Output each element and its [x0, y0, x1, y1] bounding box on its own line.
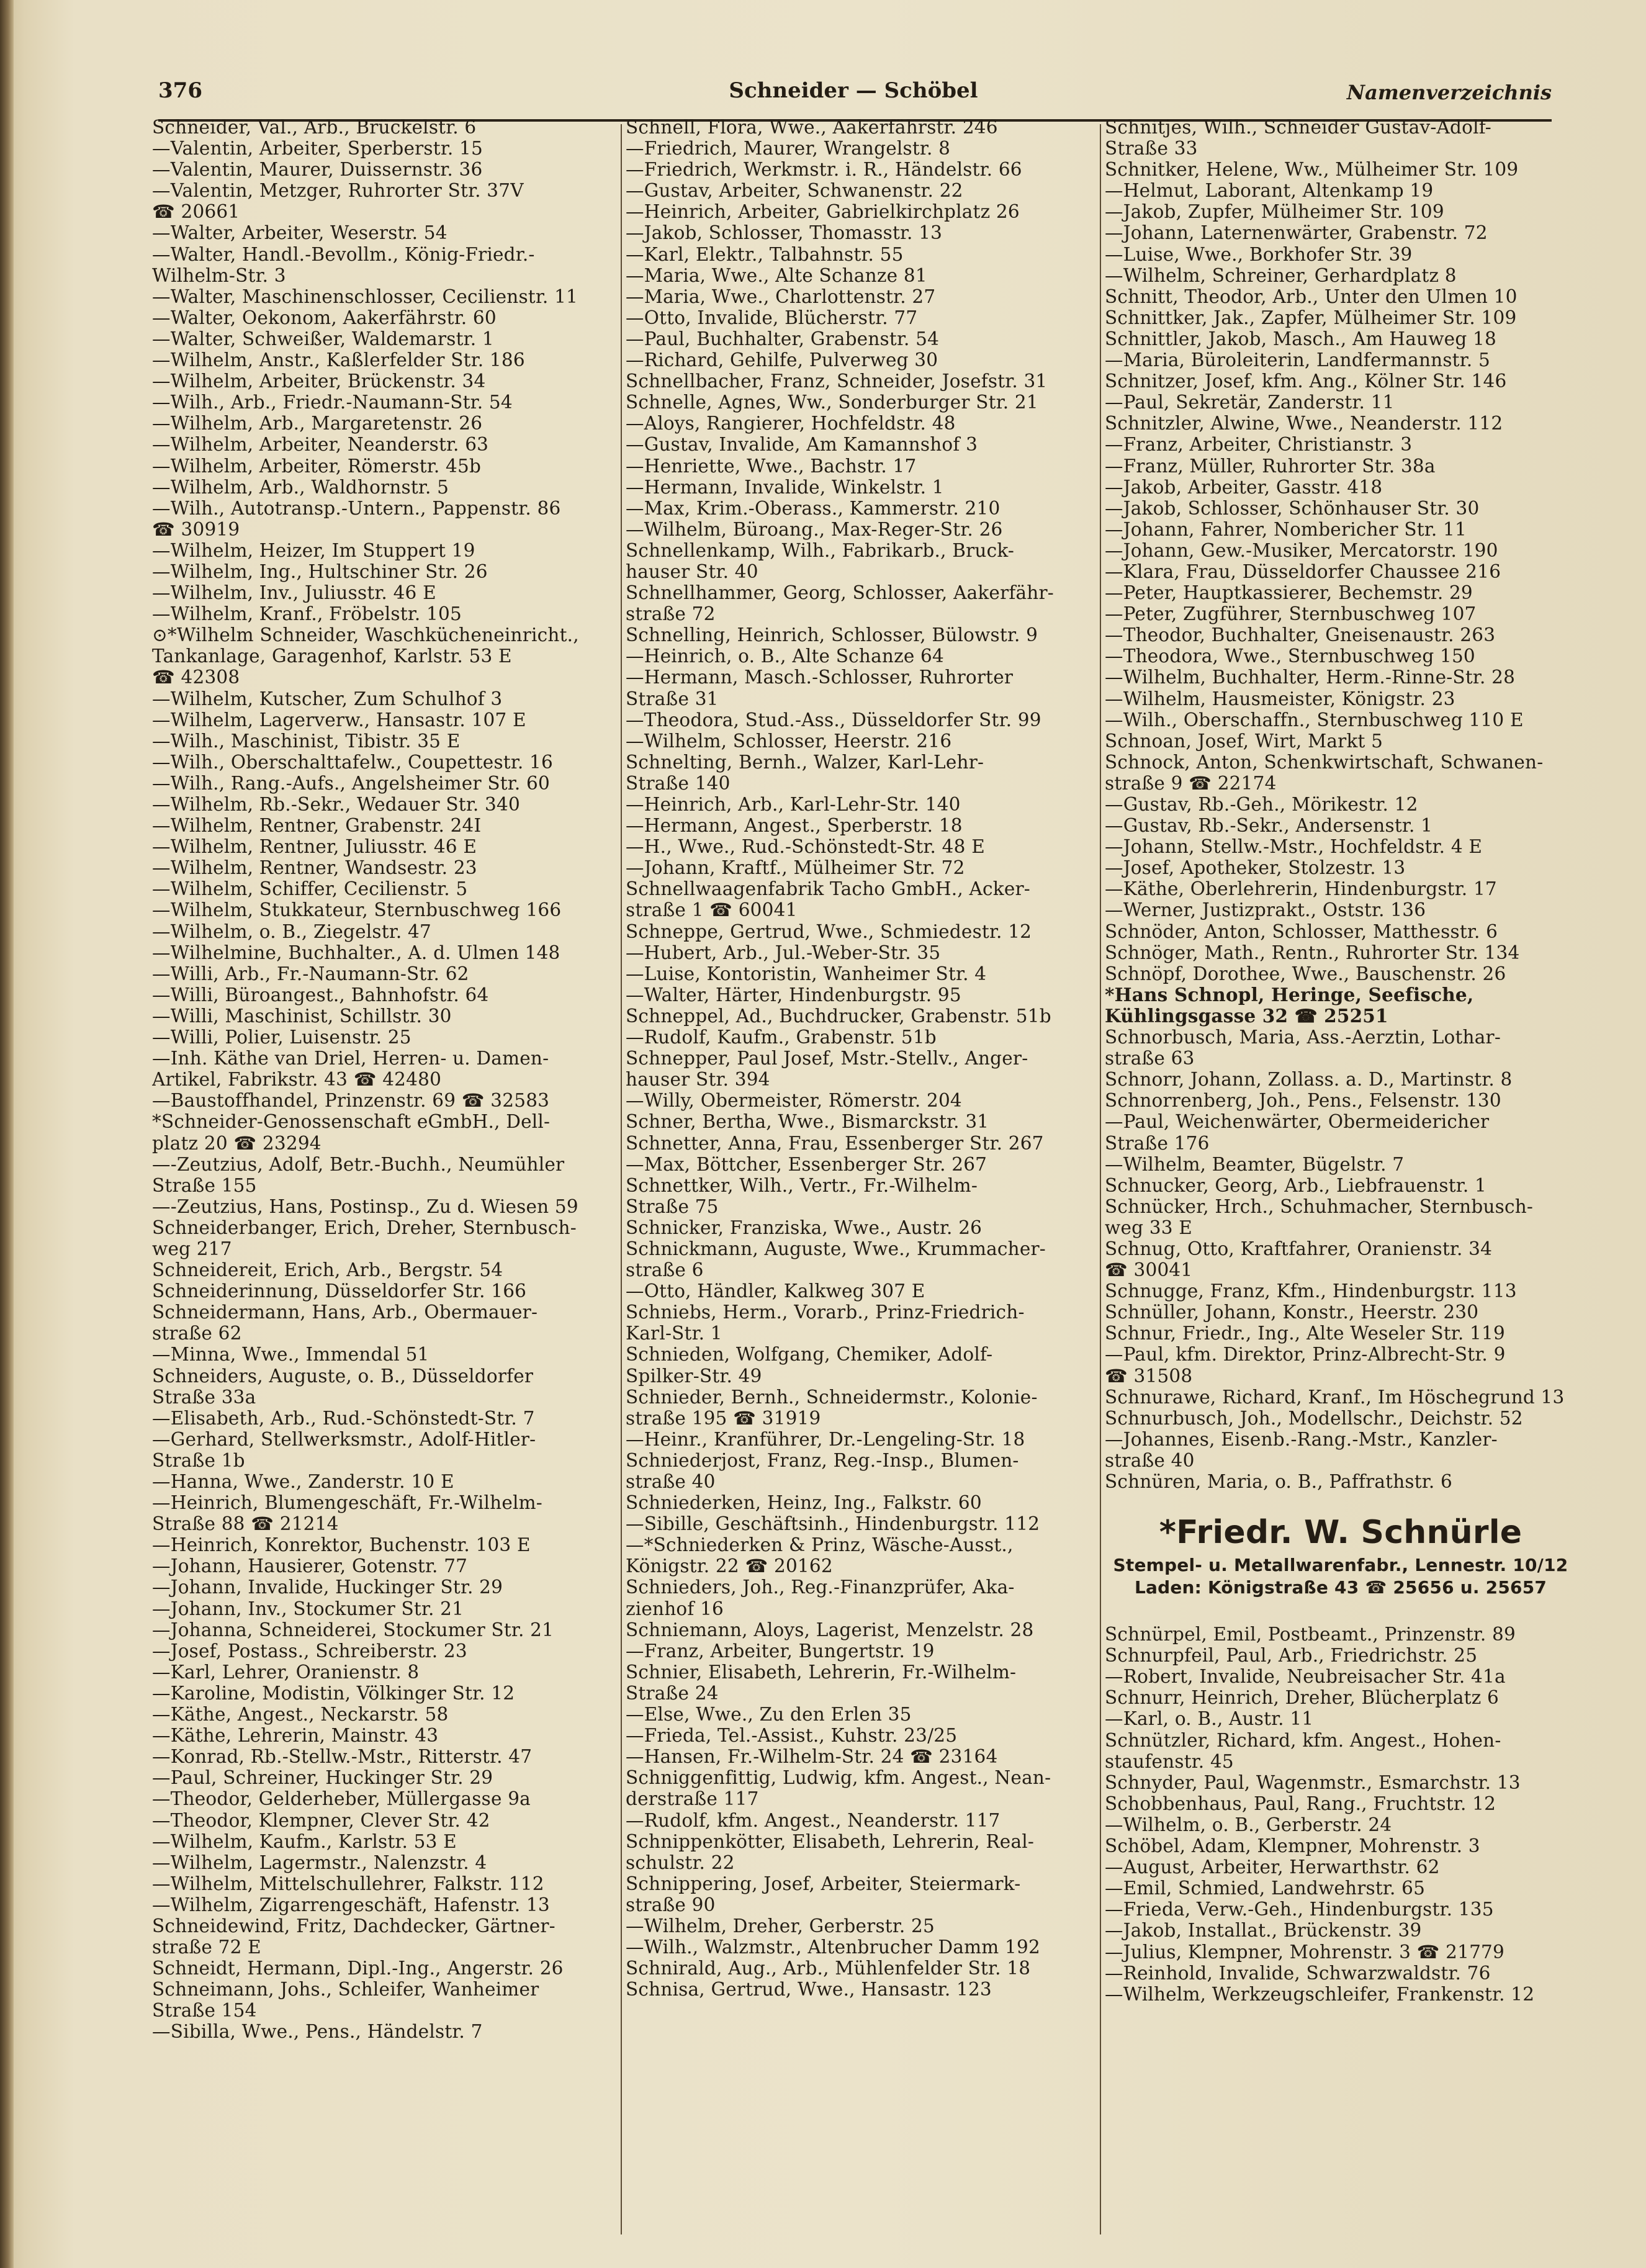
- directory-entry-line: —Wilhelm, Anstr., Kaßlerfelder Str. 186: [152, 349, 525, 371]
- directory-entry-line: —Max, Böttcher, Essenberger Str. 267: [626, 1153, 987, 1175]
- directory-entry-line: —Wilhelm, Arbeiter, Neanderstr. 63: [152, 434, 489, 456]
- directory-entry-line: straße 195 ☎ 31919: [626, 1407, 821, 1429]
- directory-entry-line: —Walter, Oekonom, Aakerfährstr. 60: [152, 307, 497, 328]
- directory-entry-line: —Wilhelm, Ing., Hultschiner Str. 26: [152, 560, 488, 582]
- directory-entry-line: straße 90: [626, 1894, 716, 1915]
- directory-entry-line: schulstr. 22: [626, 1852, 735, 1873]
- directory-entry-line: Straße 88 ☎ 21214: [152, 1513, 339, 1535]
- directory-entry-line: Straße 155: [152, 1174, 257, 1196]
- directory-entry-line: —Wilhelm, Schreiner, Gerhardplatz 8: [1105, 264, 1457, 286]
- directory-entry-line: —Wilhelm, Arbeiter, Römerstr. 45b: [152, 455, 482, 477]
- directory-entry-line: *Schneider-Genossenschaft eGmbH., Dell-: [152, 1111, 551, 1133]
- directory-entry-line: Kühlingsgasse 32 ☎ 25251: [1105, 1004, 1388, 1027]
- directory-entry-line: Schnitjes, Wilh., Schneider Gustav-Adolf-: [1105, 117, 1491, 138]
- directory-entry-line: —Wilh., Autotransp.-Untern., Pappenstr. 86: [152, 497, 561, 519]
- directory-entry-line: Schnöpf, Dorothee, Wwe., Bauschenstr. 26: [1105, 963, 1506, 984]
- directory-entry-line: Schnorrenberg, Joh., Pens., Felsenstr. 130: [1105, 1090, 1501, 1112]
- directory-entry-line: Straße 176: [1105, 1132, 1210, 1154]
- directory-entry-line: zienhof 16: [626, 1598, 724, 1619]
- directory-entry-line: —Hermann, Invalide, Winkelstr. 1: [626, 476, 944, 498]
- directory-entry-line: —Wilhelm, Hausmeister, Königstr. 23: [1105, 688, 1455, 709]
- directory-entry-line: —Hansen, Fr.-Wilhelm-Str. 24 ☎ 23164: [626, 1746, 998, 1768]
- directory-entry-line: —Gerhard, Stellwerksmstr., Adolf-Hitler-: [152, 1428, 536, 1450]
- directory-entry-line: —Johann, Gew.-Musiker, Mercatorstr. 190: [1105, 539, 1498, 561]
- directory-entry-line: —Hermann, Angest., Sperberstr. 18: [626, 815, 963, 837]
- directory-entry-line: platz 20 ☎ 23294: [152, 1132, 322, 1154]
- directory-entry-line: Schneiders, Auguste, o. B., Düsseldorfer: [152, 1365, 534, 1387]
- directory-entry-line: —Franz, Arbeiter, Bungertstr. 19: [626, 1640, 935, 1662]
- directory-entry-line: weg 33 E: [1105, 1217, 1193, 1238]
- directory-entry-line: —Elisabeth, Arb., Rud.-Schönstedt-Str. 7: [152, 1407, 535, 1429]
- directory-entry-line: Schnitt, Theodor, Arb., Unter den Ulmen 10: [1105, 286, 1518, 307]
- book-spine-edge: [0, 0, 14, 2268]
- directory-entry-line: —Henriette, Wwe., Bachstr. 17: [626, 455, 917, 477]
- directory-entry-line: Schnelting, Bernh., Walzer, Karl-Lehr-: [626, 751, 984, 773]
- directory-entry-line: —Helmut, Laborant, Altenkamp 19: [1105, 180, 1434, 202]
- directory-entry-line: —Käthe, Angest., Neckarstr. 58: [152, 1704, 449, 1726]
- directory-entry-line: —Robert, Invalide, Neubreisacher Str. 41a: [1105, 1666, 1506, 1688]
- directory-entry-line: —Luise, Wwe., Borkhofer Str. 39: [1105, 243, 1413, 265]
- directory-entry-line: —Aloys, Rangierer, Hochfeldstr. 48: [626, 413, 956, 434]
- directory-entry-line: Schnur, Friedr., Ing., Alte Weseler Str. 119: [1105, 1323, 1505, 1344]
- directory-entry-line: Schnelling, Heinrich, Schlosser, Bülowstr. 9: [626, 624, 1038, 646]
- directory-entry-line: Schnorr, Johann, Zollass. a. D., Martinstr. 8: [1105, 1069, 1513, 1091]
- directory-entry-line: straße 72: [626, 603, 716, 625]
- directory-entry-line: —Hanna, Wwe., Zanderstr. 10 E: [152, 1471, 454, 1492]
- directory-entry-line: straße 62: [152, 1323, 242, 1344]
- directory-entry-line: —Wilhelm, Rentner, Wandsestr. 23: [152, 857, 477, 879]
- directory-entry-line: Schöbel, Adam, Klempner, Mohrenstr. 3: [1105, 1835, 1480, 1857]
- directory-entry-line: Schnepper, Paul Josef, Mstr.-Stellv., Anger-: [626, 1048, 1028, 1069]
- directory-entry-line: straße 1 ☎ 60041: [626, 899, 798, 921]
- directory-entry-line: Schnöger, Math., Rentn., Ruhrorter Str. 134: [1105, 942, 1520, 963]
- directory-entry-line: Schniederken, Heinz, Ing., Falkstr. 60: [626, 1492, 982, 1514]
- directory-entry-line: —Wilhelm, o. B., Ziegelstr. 47: [152, 920, 431, 942]
- directory-entry-line: —Maria, Büroleiterin, Landfermannstr. 5: [1105, 349, 1490, 371]
- column-3-entries-top: [1105, 117, 1576, 1492]
- directory-entry-line: Schneiderinnung, Düsseldorfer Str. 166: [152, 1280, 527, 1302]
- directory-entry-line: —Jakob, Installat., Brückenstr. 39: [1105, 1920, 1422, 1942]
- directory-entry-line: Schnitker, Helene, Ww., Mülheimer Str. 109: [1105, 159, 1519, 181]
- directory-entry-line: Schnücker, Hrch., Schuhmacher, Sternbusch-: [1105, 1195, 1534, 1217]
- directory-entry-line: —Paul, kfm. Direktor, Prinz-Albrecht-Str. 9: [1105, 1344, 1506, 1366]
- directory-entry-line: hauser Str. 394: [626, 1069, 770, 1091]
- directory-entry-line: Schneidt, Hermann, Dipl.-Ing., Angerstr. 26: [152, 1958, 564, 1979]
- directory-entry-line: Schner, Bertha, Wwe., Bismarckstr. 31: [626, 1111, 989, 1133]
- directory-entry-line: —Willi, Büroangest., Bahnhofstr. 64: [152, 984, 489, 1006]
- directory-entry-line: —Johann, Invalide, Huckinger Str. 29: [152, 1577, 503, 1598]
- directory-entry-line: weg 217: [152, 1238, 232, 1259]
- column-divider: [1100, 124, 1101, 2234]
- directory-entry-line: —Otto, Invalide, Blücherstr. 77: [626, 307, 918, 328]
- directory-entry-line: —Wilhelm, Lagermstr., Nalenzstr. 4: [152, 1852, 487, 1873]
- directory-entry-line: —Reinhold, Invalide, Schwarzwaldstr. 76: [1105, 1962, 1491, 1984]
- directory-entry-line: Schnisa, Gertrud, Wwe., Hansastr. 123: [626, 1979, 992, 2000]
- column-3-entries-bottom: [1105, 1624, 1576, 2005]
- directory-entry-line: —Jakob, Schlosser, Schönhauser Str. 30: [1105, 497, 1480, 519]
- directory-entry-line: Schnurbusch, Joh., Modellschr., Deichstr. 52: [1105, 1407, 1523, 1429]
- directory-entry-line: —Wilh., Rang.-Aufs., Angelsheimer Str. 60: [152, 772, 550, 794]
- directory-entry-line: —Wilhelm, Arb., Margaretenstr. 26: [152, 413, 483, 434]
- directory-entry-line: —Maria, Wwe., Alte Schanze 81: [626, 264, 927, 286]
- directory-entry-line: —Wilhelm, Lagerverw., Hansastr. 107 E: [152, 709, 526, 731]
- directory-entry-line: —Walter, Maschinenschlosser, Cecilienstr. 11: [152, 286, 578, 307]
- directory-entry-line: —Frieda, Verw.-Geh., Hindenburgstr. 135: [1105, 1899, 1494, 1920]
- directory-entry-line: *Hans Schnopl, Heringe, Seefische,: [1105, 983, 1474, 1006]
- directory-entry-line: —Johannes, Eisenb.-Rang.-Mstr., Kanzler-: [1105, 1428, 1498, 1450]
- directory-entry-line: ☎ 30919: [152, 518, 240, 540]
- directory-entry-line: ☎ 30041: [1105, 1259, 1193, 1281]
- directory-entry-line: —Johann, Inv., Stockumer Str. 21: [152, 1598, 464, 1619]
- directory-entry-line: ☎ 42308: [152, 667, 240, 688]
- directory-entry-line: —Wilhelm, Mittelschullehrer, Falkstr. 112: [152, 1873, 544, 1894]
- directory-entry-line: —Gustav, Rb.-Geh., Mörikestr. 12: [1105, 794, 1418, 815]
- directory-entry-line: —Wilhelm, Kaufm., Karlstr. 53 E: [152, 1830, 457, 1852]
- ad-line: Stempel- u. Metallwarenfabr., Lennestr. 10/12: [1113, 1555, 1568, 1576]
- directory-entry-line: —Käthe, Oberlehrerin, Hindenburgstr. 17: [1105, 878, 1497, 900]
- directory-entry-line: —Wilh., Arb., Friedr.-Naumann-Str. 54: [152, 392, 513, 413]
- directory-entry-line: Schnirald, Aug., Arb., Mühlenfelder Str. 18: [626, 1958, 1031, 1979]
- directory-entry-line: —Johann, Fahrer, Nombericher Str. 11: [1105, 518, 1467, 540]
- directory-entry-line: —Frieda, Tel.-Assist., Kuhstr. 23/25: [626, 1725, 958, 1747]
- directory-entry-line: —Sibilla, Wwe., Pens., Händelstr. 7: [152, 2021, 483, 2043]
- directory-entry-line: —Wilhelm, Rb.-Sekr., Wedauer Str. 340: [152, 794, 520, 815]
- directory-entry-line: —Theodora, Wwe., Sternbuschweg 150: [1105, 646, 1475, 667]
- directory-entry-line: Schneiderbanger, Erich, Dreher, Sternbusch-: [152, 1217, 577, 1238]
- directory-entry-line: —Paul, Weichenwärter, Obermeidericher: [1105, 1111, 1490, 1133]
- directory-entry-line: —Hubert, Arb., Jul.-Weber-Str. 35: [626, 942, 941, 963]
- directory-entry-line: Schnyder, Paul, Wagenmstr., Esmarchstr. 13: [1105, 1771, 1521, 1793]
- directory-entry-line: —Heinrich, Konrektor, Buchenstr. 103 E: [152, 1534, 531, 1556]
- directory-entry-line: Schnitzer, Josef, kfm. Ang., Kölner Str. 146: [1105, 371, 1507, 392]
- directory-entry-line: Straße 31: [626, 688, 719, 709]
- directory-entry-line: —Franz, Arbeiter, Christianstr. 3: [1105, 434, 1413, 456]
- directory-entry-line: Schnock, Anton, Schenkwirtschaft, Schwanen-: [1105, 751, 1544, 773]
- directory-entry-line: —Valentin, Maurer, Duissernstr. 36: [152, 159, 483, 181]
- directory-entry-line: Schniemann, Aloys, Lagerist, Menzelstr. 28: [626, 1619, 1034, 1640]
- directory-entry-line: Schnellenkamp, Wilh., Fabrikarb., Bruck-: [626, 539, 1015, 561]
- directory-entry-line: —Wilhelm, Werkzeugschleifer, Frankenstr. 12: [1105, 1983, 1535, 2005]
- directory-entry-line: —Werner, Justizprakt., Oststr. 136: [1105, 899, 1426, 921]
- directory-entry-line: Schniggenfittig, Ludwig, kfm. Angest., Nean-: [626, 1767, 1051, 1789]
- advertisement-schnuerle: [1105, 1511, 1576, 1599]
- directory-entry-line: —Paul, Buchhalter, Grabenstr. 54: [626, 328, 940, 349]
- directory-entry-line: —Gustav, Arbeiter, Schwanenstr. 22: [626, 180, 963, 202]
- directory-entry-line: —Theodor, Klempner, Clever Str. 42: [152, 1809, 490, 1831]
- directory-entry-line: hauser Str. 40: [626, 560, 758, 582]
- directory-entry-line: —Wilhelm, Inv., Juliusstr. 46 E: [152, 582, 436, 604]
- directory-entry-line: Straße 33: [1105, 138, 1198, 160]
- directory-entry-line: —Peter, Hauptkassierer, Bechemstr. 29: [1105, 582, 1473, 604]
- page-number: 376: [158, 78, 202, 103]
- directory-entry-line: —Johann, Hausierer, Gotenstr. 77: [152, 1555, 468, 1577]
- directory-entry-line: —Käthe, Lehrerin, Mainstr. 43: [152, 1725, 439, 1747]
- directory-entry-line: Schnittler, Jakob, Masch., Am Hauweg 18: [1105, 328, 1496, 349]
- directory-entry-line: —Johann, Kraftf., Mülheimer Str. 72: [626, 857, 965, 879]
- directory-entry-line: Schnucker, Georg, Arb., Liebfrauenstr. 1: [1105, 1174, 1486, 1196]
- directory-entry-line: —Hermann, Masch.-Schlosser, Ruhrorter: [626, 667, 1014, 688]
- directory-entry-line: —Klara, Frau, Düsseldorfer Chaussee 216: [1105, 560, 1501, 582]
- directory-entry-line: Schnell, Flora, Wwe., Aakerfährstr. 246: [626, 117, 998, 138]
- directory-entry-line: Schnorbusch, Maria, Ass.-Aerztin, Lothar-: [1105, 1027, 1501, 1048]
- directory-entry-line: Schneider, Val., Arb., Brückelstr. 6: [152, 117, 477, 138]
- directory-entry-line: —Peter, Zugführer, Sternbuschweg 107: [1105, 603, 1477, 625]
- directory-entry-line: Schnurr, Heinrich, Dreher, Blücherplatz 6: [1105, 1687, 1500, 1709]
- directory-entry-line: Schnieder, Bernh., Schneidermstr., Kolonie-: [626, 1386, 1038, 1408]
- directory-entry-line: —Rudolf, kfm. Angest., Neanderstr. 117: [626, 1809, 1001, 1831]
- page-header: [158, 73, 1552, 122]
- directory-entry-line: —Otto, Händler, Kalkweg 307 E: [626, 1280, 925, 1302]
- directory-entry-line: —Maria, Wwe., Charlottenstr. 27: [626, 286, 936, 307]
- directory-entry-line: —Wilh., Oberschalttafelw., Coupettestr. 16: [152, 751, 553, 773]
- directory-entry-line: Schniederjost, Franz, Reg.-Insp., Blumen-: [626, 1449, 1019, 1471]
- directory-entry-line: —Konrad, Rb.-Stellw.-Mstr., Ritterstr. 47: [152, 1746, 533, 1768]
- directory-entry-line: —Theodor, Gelderheber, Müllergasse 9a: [152, 1788, 531, 1810]
- running-head: Schneider — Schöbel: [729, 78, 978, 103]
- directory-entry-line: —Walter, Schweißer, Waldemarstr. 1: [152, 328, 494, 349]
- directory-entry-line: —Wilhelm, Stukkateur, Sternbuschweg 166: [152, 899, 562, 921]
- directory-entry-line: —Heinrich, Arbeiter, Gabrielkirchplatz 26: [626, 201, 1020, 223]
- directory-entry-line: Schnetter, Anna, Frau, Essenberger Str. 267: [626, 1132, 1044, 1154]
- directory-entry-line: Schnettker, Wilh., Vertr., Fr.-Wilhelm-: [626, 1174, 978, 1196]
- directory-entry-line: Straße 1b: [152, 1449, 245, 1471]
- directory-entry-line: —Walter, Arbeiter, Weserstr. 54: [152, 222, 447, 244]
- directory-entry-line: Schneidereit, Erich, Arb., Bergstr. 54: [152, 1259, 503, 1281]
- directory-entry-line: —Gustav, Rb.-Sekr., Andersenstr. 1: [1105, 815, 1433, 837]
- directory-entry-line: —Johann, Stellw.-Mstr., Hochfeldstr. 4 E: [1105, 836, 1483, 858]
- directory-entry-line: Schnier, Elisabeth, Lehrerin, Fr.-Wilhelm-: [626, 1661, 1017, 1683]
- directory-entry-line: Schnellbacher, Franz, Schneider, Josefstr. 31: [626, 371, 1048, 392]
- directory-entry-line: —Paul, Schreiner, Huckinger Str. 29: [152, 1767, 493, 1789]
- directory-entry-line: —Else, Wwe., Zu den Erlen 35: [626, 1704, 912, 1726]
- directory-entry-line: —Sibille, Geschäftsinh., Hindenburgstr. 112: [626, 1513, 1040, 1535]
- directory-entry-line: —Julius, Klempner, Mohrenstr. 3 ☎ 21779: [1105, 1941, 1504, 1963]
- directory-entry-line: derstraße 117: [626, 1788, 759, 1810]
- directory-entry-line: —Theodor, Buchhalter, Gneisenaustr. 263: [1105, 624, 1496, 646]
- directory-entry-line: Schnickmann, Auguste, Wwe., Krummacher-: [626, 1238, 1046, 1259]
- directory-entry-line: Schneidewind, Fritz, Dachdecker, Gärtner-: [152, 1915, 555, 1937]
- directory-entry-line: —Wilhelm, Kranf., Fröbelstr. 105: [152, 603, 462, 625]
- directory-entry-line: Schnöder, Anton, Schlosser, Matthesstr. 6: [1105, 920, 1498, 942]
- directory-entry-line: —Willi, Arb., Fr.-Naumann-Str. 62: [152, 963, 469, 984]
- directory-entry-line: —Jakob, Zupfer, Mülheimer Str. 109: [1105, 201, 1444, 223]
- directory-entry-line: —Baustoffhandel, Prinzenstr. 69 ☎ 32583: [152, 1090, 550, 1112]
- directory-entry-line: —Friedrich, Werkmstr. i. R., Händelstr. 66: [626, 159, 1022, 181]
- directory-entry-line: —Karl, Lehrer, Oranienstr. 8: [152, 1661, 420, 1683]
- directory-entry-line: straße 72 E: [152, 1937, 261, 1958]
- directory-entry-line: straße 6: [626, 1259, 704, 1281]
- section-title: Namenverzeichnis: [1346, 81, 1552, 104]
- directory-entry-line: Artikel, Fabrikstr. 43 ☎ 42480: [152, 1069, 442, 1091]
- directory-entry-line: Schnürpel, Emil, Postbeamt., Prinzenstr. 89: [1105, 1624, 1516, 1645]
- directory-entry-line: —Wilhelm, Zigarrengeschäft, Hafenstr. 13: [152, 1894, 550, 1915]
- directory-entry-line: Tankanlage, Garagenhof, Karlstr. 53 E: [152, 646, 512, 667]
- directory-entry-line: Schnitzler, Alwine, Wwe., Neanderstr. 112: [1105, 413, 1503, 434]
- directory-entry-line: Schnippering, Josef, Arbeiter, Steiermark-: [626, 1873, 1021, 1894]
- directory-entry-line: —Gustav, Invalide, Am Kamannshof 3: [626, 434, 978, 456]
- directory-entry-line: —Richard, Gehilfe, Pulverweg 30: [626, 349, 938, 371]
- directory-entry-line: Schnieden, Wolfgang, Chemiker, Adolf-: [626, 1344, 993, 1366]
- directory-entry-line: Schnug, Otto, Kraftfahrer, Oranienstr. 34: [1105, 1238, 1493, 1259]
- directory-entry-line: Schobbenhaus, Paul, Rang., Fruchtstr. 12: [1105, 1793, 1496, 1814]
- directory-entry-line: —Inh. Käthe van Driel, Herren- u. Damen-: [152, 1048, 549, 1069]
- directory-entry-line: Schnicker, Franziska, Wwe., Austr. 26: [626, 1217, 983, 1238]
- directory-entry-line: —Max, Krim.-Oberass., Kammerstr. 210: [626, 497, 1001, 519]
- directory-entry-line: Straße 24: [626, 1682, 719, 1704]
- directory-entry-line: —Rudolf, Kaufm., Grabenstr. 51b: [626, 1027, 937, 1048]
- directory-entry-line: —Wilh., Oberschaffn., Sternbuschweg 110 E: [1105, 709, 1524, 731]
- directory-entry-line: —Josef, Postass., Schreiberstr. 23: [152, 1640, 467, 1662]
- directory-entry-line: —Jakob, Schlosser, Thomasstr. 13: [626, 222, 943, 244]
- directory-entry-line: Schnelle, Agnes, Ww., Sonderburger Str. 21: [626, 392, 1038, 413]
- directory-entry-line: —Wilhelm, Beamter, Bügelstr. 7: [1105, 1153, 1405, 1175]
- directory-entry-line: Wilhelm-Str. 3: [152, 264, 286, 286]
- directory-entry-line: —Josef, Apotheker, Stolzestr. 13: [1105, 857, 1406, 879]
- directory-entry-line: Schniebs, Herm., Vorarb., Prinz-Friedrich-: [626, 1302, 1025, 1323]
- directory-entry-line: Schneidermann, Hans, Arb., Obermauer-: [152, 1302, 538, 1323]
- directory-entry-line: —Wilhelm, Büroang., Max-Reger-Str. 26: [626, 518, 1003, 540]
- directory-entry-line: —-Zeutzius, Adolf, Betr.-Buchh., Neumühler: [152, 1153, 565, 1175]
- directory-entry-line: —Karl, o. B., Austr. 11: [1105, 1708, 1314, 1730]
- directory-entry-line: —Wilhelm, Buchhalter, Herm.-Rinne-Str. 28: [1105, 667, 1516, 688]
- directory-entry-line: —Wilh., Maschinist, Tibistr. 35 E: [152, 730, 461, 752]
- directory-entry-line: —Wilhelm, Rentner, Grabenstr. 24I: [152, 815, 482, 837]
- directory-entry-line: —Heinrich, o. B., Alte Schanze 64: [626, 646, 944, 667]
- directory-entry-line: —Wilh., Walzmstr., Altenbrucher Damm 192: [626, 1937, 1040, 1958]
- directory-entry-line: —Wilhelm, Rentner, Juliusstr. 46 E: [152, 836, 477, 858]
- directory-entry-line: —Wilhelm, Arb., Waldhornstr. 5: [152, 476, 449, 498]
- directory-entry-line: Karl-Str. 1: [626, 1323, 722, 1344]
- directory-entry-line: Schnippenkötter, Elisabeth, Lehrerin, Real-: [626, 1830, 1035, 1852]
- directory-entry-line: —Friedrich, Maurer, Wrangelstr. 8: [626, 138, 951, 160]
- directory-entry-line: —Walter, Handl.-Bevollm., König-Friedr.-: [152, 243, 535, 265]
- directory-entry-line: —Luise, Kontoristin, Wanheimer Str. 4: [626, 963, 987, 984]
- directory-entry-line: —Wilhelm, Schiffer, Cecilienstr. 5: [152, 878, 468, 900]
- directory-entry-line: —Minna, Wwe., Immendal 51: [152, 1344, 429, 1366]
- directory-entry-line: —Valentin, Arbeiter, Sperberstr. 15: [152, 138, 483, 160]
- directory-entry-line: —Emil, Schmied, Landwehrstr. 65: [1105, 1878, 1426, 1899]
- directory-entry-line: Schnittker, Jak., Zapfer, Mülheimer Str. 109: [1105, 307, 1517, 328]
- directory-entry-line: Königstr. 22 ☎ 20162: [626, 1555, 833, 1577]
- ad-title: *Friedr. W. Schnürle: [1159, 1514, 1522, 1552]
- directory-entry-line: —Wilhelm, Heizer, Im Stuppert 19: [152, 539, 475, 561]
- directory-entry-line: Schnoan, Josef, Wirt, Markt 5: [1105, 730, 1383, 752]
- directory-entry-line: Schnellwaagenfabrik Tacho GmbH., Acker-: [626, 878, 1030, 900]
- directory-entry-line: —*Schniederken & Prinz, Wäsche-Ausst.,: [626, 1534, 1014, 1556]
- directory-entry-line: —Karoline, Modistin, Völkinger Str. 12: [152, 1682, 515, 1704]
- directory-entry-line: Schnieders, Joh., Reg.-Finanzprüfer, Aka-: [626, 1577, 1015, 1598]
- directory-entry-line: —Franz, Müller, Ruhrorter Str. 38a: [1105, 455, 1436, 477]
- directory-entry-line: straße 63: [1105, 1048, 1195, 1069]
- directory-entry-line: Schnurpfeil, Paul, Arb., Friedrichstr. 25: [1105, 1645, 1478, 1667]
- directory-entry-line: —Wilhelm, Arbeiter, Brückenstr. 34: [152, 371, 486, 392]
- directory-entry-line: —Wilhelm, o. B., Gerberstr. 24: [1105, 1814, 1392, 1835]
- directory-entry-line: —Wilhelm, Schlosser, Heerstr. 216: [626, 730, 952, 752]
- directory-entry-line: —-Zeutzius, Hans, Postinsp., Zu d. Wiesen 59: [152, 1195, 578, 1217]
- directory-entry-line: ☎ 31508: [1105, 1365, 1193, 1387]
- directory-entry-line: —Walter, Härter, Hindenburgstr. 95: [626, 984, 961, 1006]
- directory-entry-line: Schneimann, Johs., Schleifer, Wanheimer: [152, 1979, 539, 2000]
- directory-entry-line: —Wilhelm, Kutscher, Zum Schulhof 3: [152, 688, 503, 709]
- directory-entry-line: Schnurawe, Richard, Kranf., Im Höschegrund 13: [1105, 1386, 1565, 1408]
- column-divider: [621, 124, 622, 2234]
- directory-entry-line: Schneppel, Ad., Buchdrucker, Grabenstr. 51b: [626, 1005, 1051, 1027]
- directory-entry-line: —Valentin, Metzger, Ruhrorter Str. 37V: [152, 180, 524, 202]
- directory-entry-line: —August, Arbeiter, Herwarthstr. 62: [1105, 1856, 1440, 1878]
- directory-entry-line: —Paul, Sekretär, Zanderstr. 11: [1105, 392, 1395, 413]
- directory-entry-line: —Heinr., Kranführer, Dr.-Lengeling-Str. 18: [626, 1428, 1025, 1450]
- directory-entry-line: —Heinrich, Arb., Karl-Lehr-Str. 140: [626, 794, 961, 815]
- directory-entry-line: Straße 33a: [152, 1386, 256, 1408]
- directory-entry-line: ⊙*Wilhelm Schneider, Waschkücheneinricht.,: [152, 624, 579, 646]
- directory-entry-line: Straße 75: [626, 1195, 719, 1217]
- directory-entry-line: Schnützler, Richard, kfm. Angest., Hohen-: [1105, 1729, 1501, 1751]
- directory-entry-line: Schneppe, Gertrud, Wwe., Schmiedestr. 12: [626, 920, 1032, 942]
- directory-entry-line: Schnüren, Maria, o. B., Paffrathstr. 6: [1105, 1471, 1452, 1492]
- directory-entry-line: —Willi, Polier, Luisenstr. 25: [152, 1027, 412, 1048]
- directory-entry-line: —Theodora, Stud.-Ass., Düsseldorfer Str. 99: [626, 709, 1041, 731]
- directory-entry-line: Straße 154: [152, 2000, 257, 2022]
- directory-entry-line: —Johanna, Schneiderei, Stockumer Str. 21: [152, 1619, 554, 1640]
- directory-entry-line: —Jakob, Arbeiter, Gasstr. 418: [1105, 476, 1383, 498]
- directory-entry-line: —Willi, Maschinist, Schillstr. 30: [152, 1005, 452, 1027]
- directory-entry-line: ☎ 20661: [152, 201, 240, 223]
- directory-entry-line: Straße 140: [626, 772, 731, 794]
- directory-entry-line: —Johann, Laternenwärter, Grabenstr. 72: [1105, 222, 1488, 244]
- directory-entry-line: Spilker-Str. 49: [626, 1365, 762, 1387]
- directory-entry-line: —Willy, Obermeister, Römerstr. 204: [626, 1090, 962, 1112]
- directory-entry-line: straße 9 ☎ 22174: [1105, 772, 1277, 794]
- column-2: [626, 117, 1094, 2252]
- directory-entry-line: —Karl, Elektr., Talbahnstr. 55: [626, 243, 904, 265]
- directory-entry-line: Schnugge, Franz, Kfm., Hindenburgstr. 113: [1105, 1280, 1517, 1302]
- ad-line: Laden: Königstraße 43 ☎ 25656 u. 25657: [1134, 1577, 1547, 1598]
- directory-entry-line: —H., Wwe., Rud.-Schönstedt-Str. 48 E: [626, 836, 985, 858]
- directory-entry-line: straße 40: [626, 1471, 716, 1492]
- directory-entry-line: —Heinrich, Blumengeschäft, Fr.-Wilhelm-: [152, 1492, 542, 1514]
- directory-entry-line: —Wilhelm, Dreher, Gerberstr. 25: [626, 1915, 935, 1937]
- directory-entry-line: Schnellhammer, Georg, Schlosser, Aakerfähr-: [626, 582, 1054, 604]
- directory-entry-line: Schnüller, Johann, Konstr., Heerstr. 230: [1105, 1302, 1479, 1323]
- directory-entry-line: —Wilhelmine, Buchhalter., A. d. Ulmen 148: [152, 942, 560, 963]
- column-1: [152, 117, 618, 2252]
- column-3: [1105, 117, 1576, 2252]
- directory-entry-line: staufenstr. 45: [1105, 1750, 1234, 1772]
- directory-entry-line: straße 40: [1105, 1449, 1195, 1471]
